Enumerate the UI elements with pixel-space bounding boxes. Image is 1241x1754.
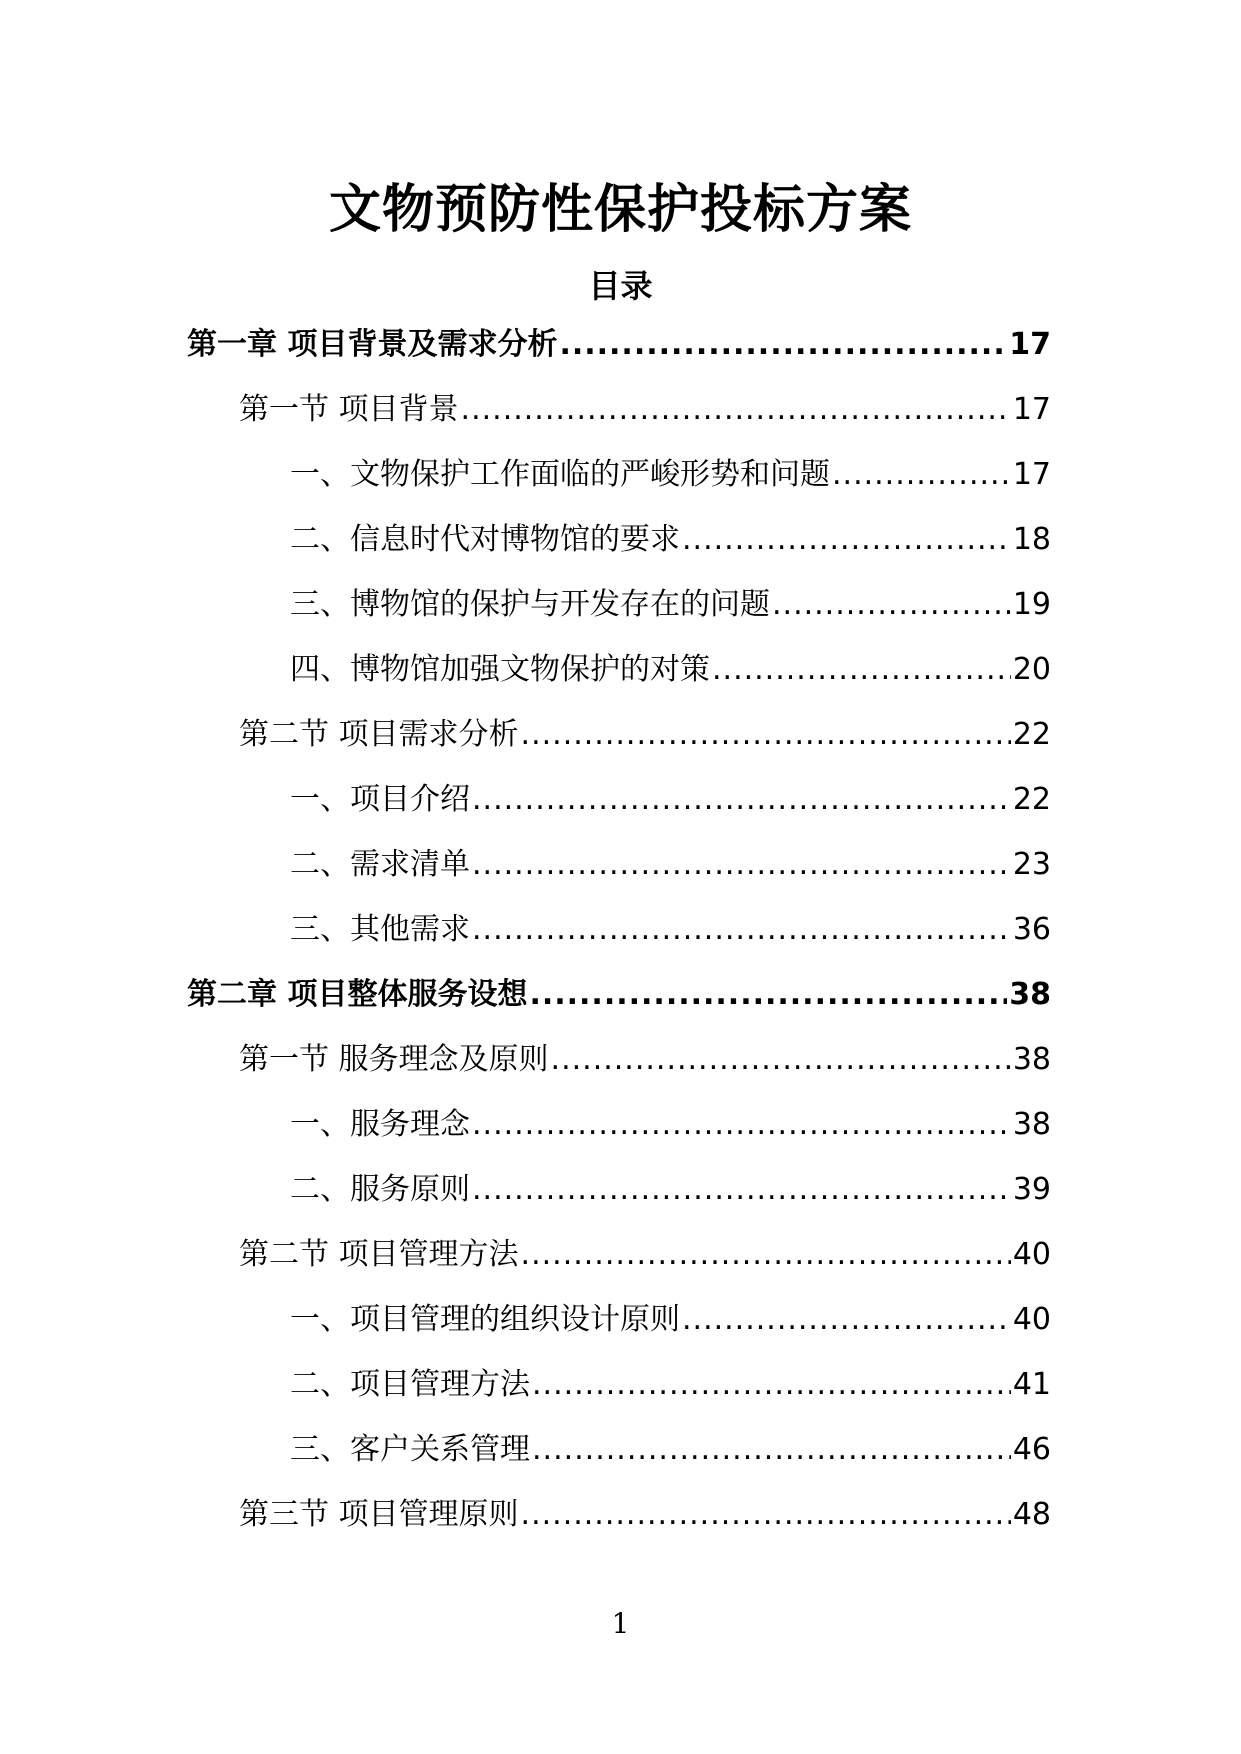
toc-entry-page: 40: [1012, 1237, 1051, 1272]
toc-entry[interactable]: [290, 646, 1051, 694]
toc-entry[interactable]: [290, 451, 1051, 499]
toc-leader-dots: [712, 646, 1011, 694]
toc-entry[interactable]: [187, 321, 1051, 369]
toc-entry-page: 48: [1012, 1497, 1051, 1532]
toc-entry-page: 17: [1012, 392, 1051, 427]
toc-leader-dots: [472, 776, 1011, 824]
toc-leader-dots: [682, 516, 1011, 564]
toc-entry-page: 36: [1012, 912, 1051, 947]
toc-entry-page: 17: [1012, 457, 1051, 492]
toc-leader-dots: [472, 1101, 1011, 1149]
toc-entry-page: 23: [1012, 847, 1051, 882]
toc-entry-label: 第一节 服务理念及原则: [239, 1042, 549, 1077]
page-number: 1: [611, 1607, 630, 1640]
toc-entry-label: 二、项目管理方法: [290, 1367, 530, 1402]
toc-entry-label: 第二章 项目整体服务设想: [187, 977, 528, 1012]
toc-leader-dots: [472, 1166, 1011, 1214]
toc-entry-page: 38: [1012, 1107, 1051, 1142]
toc-entry[interactable]: [239, 1036, 1051, 1084]
toc-entry-page: 39: [1012, 1172, 1051, 1207]
toc-entry-label: 二、需求清单: [290, 847, 470, 882]
toc-entry[interactable]: [239, 1231, 1051, 1279]
toc-entry-page: 22: [1012, 782, 1051, 817]
toc-leader-dots: [532, 1426, 1011, 1474]
toc-entry[interactable]: [239, 711, 1051, 759]
toc-entry[interactable]: [290, 1361, 1051, 1409]
toc-leader-dots: [521, 711, 1011, 759]
toc-entry[interactable]: [290, 581, 1051, 629]
toc-entry-label: 第二节 项目管理方法: [239, 1237, 519, 1272]
toc-entry-page: 22: [1012, 717, 1051, 752]
toc-entry[interactable]: [290, 906, 1051, 954]
toc-leader-dots: [532, 1361, 1011, 1409]
toc-entry[interactable]: [239, 386, 1051, 434]
toc-heading: 目录: [588, 267, 653, 305]
toc-leader-dots: [472, 841, 1011, 889]
toc-entry-page: 38: [1009, 977, 1051, 1012]
toc-leader-dots: [529, 971, 1007, 1019]
toc-entry[interactable]: [290, 1101, 1051, 1149]
toc-leader-dots: [461, 386, 1011, 434]
toc-entry-page: 38: [1012, 1042, 1051, 1077]
toc-entry[interactable]: [187, 971, 1051, 1019]
toc-entry-page: 46: [1012, 1432, 1051, 1467]
toc-entry-label: 四、博物馆加强文物保护的对策: [290, 652, 710, 687]
toc-entry-label: 一、项目介绍: [290, 782, 470, 817]
toc-leader-dots: [682, 1296, 1011, 1344]
toc-entry-label: 三、其他需求: [290, 912, 470, 947]
toc-entry-label: 二、信息时代对博物馆的要求: [290, 522, 680, 557]
toc-entry-page: 41: [1012, 1367, 1051, 1402]
toc-leader-dots: [551, 1036, 1011, 1084]
toc-entry-label: 二、服务原则: [290, 1172, 470, 1207]
toc-entry[interactable]: [290, 516, 1051, 564]
toc-entry-label: 第一章 项目背景及需求分析: [187, 327, 558, 362]
toc-entry-page: 17: [1009, 327, 1051, 362]
toc-entry-page: 19: [1012, 587, 1051, 622]
toc-entry-label: 一、文物保护工作面临的严峻形势和问题: [290, 457, 830, 492]
toc-leader-dots: [832, 451, 1011, 499]
toc-entry[interactable]: [290, 1166, 1051, 1214]
toc-entry-label: 三、客户关系管理: [290, 1432, 530, 1467]
toc-leader-dots: [521, 1231, 1011, 1279]
toc-entry-label: 第一节 项目背景: [239, 392, 459, 427]
toc-entry-page: 18: [1012, 522, 1051, 557]
toc-leader-dots: [559, 321, 1007, 369]
toc-entry-label: 一、服务理念: [290, 1107, 470, 1142]
toc-entry-page: 20: [1012, 652, 1051, 687]
document-title: 文物预防性保护投标方案: [328, 180, 912, 240]
toc-entry[interactable]: [290, 841, 1051, 889]
toc-entry[interactable]: [290, 1296, 1051, 1344]
toc-entry[interactable]: [290, 1426, 1051, 1474]
toc-leader-dots: [521, 1491, 1011, 1539]
toc-leader-dots: [772, 581, 1011, 629]
toc-entry[interactable]: [290, 776, 1051, 824]
toc-leader-dots: [472, 906, 1011, 954]
toc-entry-page: 40: [1012, 1302, 1051, 1337]
toc-entry-label: 第三节 项目管理原则: [239, 1497, 519, 1532]
toc-entry-label: 一、项目管理的组织设计原则: [290, 1302, 680, 1337]
toc-entry-label: 第二节 项目需求分析: [239, 717, 519, 752]
toc-entry[interactable]: [239, 1491, 1051, 1539]
toc-entry-label: 三、博物馆的保护与开发存在的问题: [290, 587, 770, 622]
